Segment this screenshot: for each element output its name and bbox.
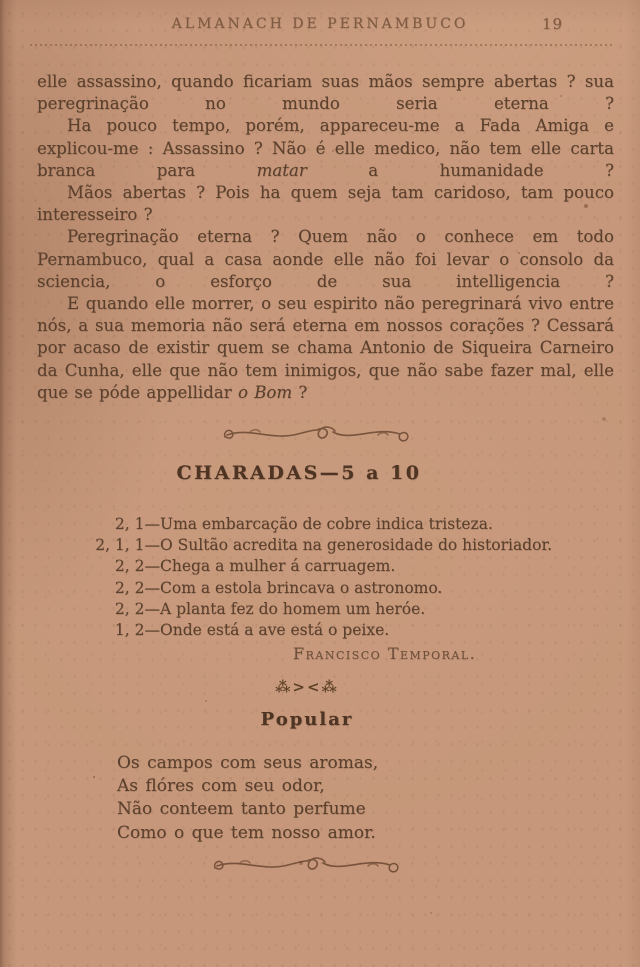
charada-number: 2, 2— xyxy=(114,599,160,618)
charada-dash: — xyxy=(144,578,160,597)
charada-number: 1, 2— xyxy=(114,621,160,640)
charada-dash: — xyxy=(144,557,160,576)
scroll-flourish-icon xyxy=(220,420,420,448)
text-segment: Peregrinação eterna ? Quem não o conhece em todo Pernambuco, qual a casa aonde elle não foi levar o consolo da sciencia, o esforço de sua intelligencia ? xyxy=(37,227,614,291)
charada-item xyxy=(88,556,552,577)
running-header xyxy=(0,16,640,32)
flourish-divider-top xyxy=(0,420,640,448)
charada-item xyxy=(88,599,552,620)
charadas-heading: CHARADAS—5 a 10 xyxy=(176,462,422,484)
poem-line: Como o que tem nosso amor. xyxy=(117,822,376,843)
paragraph xyxy=(37,293,614,404)
charadas-list xyxy=(88,514,552,641)
author-signature: Francisco Temporal. xyxy=(293,644,477,663)
text-segment: E quando elle morrer, o seu espirito não peregrinará vivo entre nós, a sua memoria não será eterna em nossos corações ? Cessará por acaso de existir quem se chama Antonio de Siqueira Carneiro da Cunha, elle que não tem inimigos, que não sabe fazer mal, elle que se póde appellidar xyxy=(37,294,614,402)
charada-number: 2, 1— xyxy=(114,515,160,533)
charada-dash: — xyxy=(144,536,160,555)
paragraph xyxy=(37,226,614,293)
charada-text: Onde está a ave está o peixe. xyxy=(160,621,390,640)
charada-text: A planta fez do homem um heróe. xyxy=(160,599,426,618)
poem-line: Não conteem tanto perfume xyxy=(117,799,366,820)
paragraph xyxy=(37,71,614,115)
italic-text: o Bom xyxy=(237,382,293,402)
italic-text: matar xyxy=(256,160,307,180)
poem xyxy=(117,752,378,845)
running-header-title: ALMANACH DE PERNAMBUCO xyxy=(171,16,469,32)
paragraph xyxy=(37,182,614,226)
ornament-divider-icon: ⁂><⁂ xyxy=(275,678,339,696)
flourish-divider-bottom xyxy=(0,851,630,879)
charada-item xyxy=(88,514,552,535)
charada-item xyxy=(88,620,552,641)
charada-item xyxy=(88,535,552,556)
page-number: 19 xyxy=(542,15,564,33)
body-text xyxy=(37,71,614,404)
charada-text: Uma embarcação de cobre indica tristeza. xyxy=(160,515,493,533)
charada-text: O Sultão acredita na generosidade do historiador. xyxy=(160,536,553,555)
text-segment: Ha pouco tempo, porém, appareceu-me a Fada Amiga e explicou-me : Assassino ? Não é elle medico, não tem elle carta branca para xyxy=(37,116,614,180)
text-segment: ? xyxy=(292,382,308,402)
charada-item xyxy=(88,578,552,599)
charada-text: Chega a mulher á carruagem. xyxy=(160,557,396,576)
charada-dash: — xyxy=(144,621,160,640)
text-segment: elle assassino, quando ficariam suas mãos sempre abertas ? sua peregrinação no mundo seria eterna ? xyxy=(37,72,614,114)
text-segment: a humanidade ? xyxy=(306,160,614,180)
charada-text: Com a estola brincava o astronomo. xyxy=(160,578,443,597)
poem-line: As flóres com seu odor, xyxy=(117,776,325,797)
text-segment: Mãos abertas ? Pois ha quem seja tam caridoso, tam pouco interesseiro ? xyxy=(37,183,614,225)
charada-number: 2, 2— xyxy=(114,578,160,597)
charada-dash: — xyxy=(144,599,160,618)
charada-number: 2, 1, 1— xyxy=(95,536,160,555)
charada-dash: — xyxy=(144,515,160,533)
paragraph xyxy=(37,115,614,182)
header-rule xyxy=(30,44,612,46)
poem-line: Os campos com seus aromas, xyxy=(117,753,379,773)
charada-number: 2, 2— xyxy=(114,557,160,576)
popular-heading: Popular xyxy=(260,709,354,730)
scroll-flourish-icon xyxy=(210,851,410,879)
